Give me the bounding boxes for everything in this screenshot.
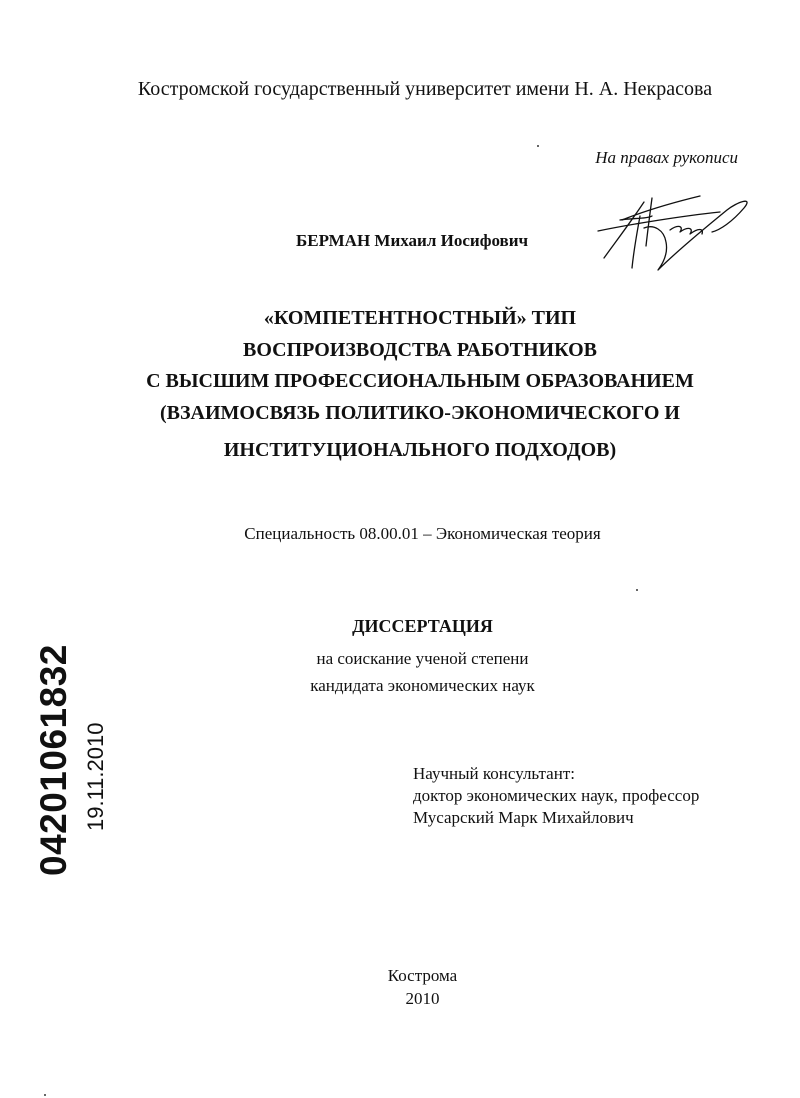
title-line: С ВЫСШИМ ПРОФЕССИОНАЛЬНЫМ ОБРАЗОВАНИЕМ bbox=[146, 370, 694, 392]
scan-speck bbox=[537, 145, 539, 147]
dissertation-title bbox=[0, 303, 800, 467]
title-line: «КОМПЕТЕНТНОСТНЫЙ» ТИП bbox=[263, 307, 577, 329]
author-name: БЕРМАН Михаил Иосифович bbox=[296, 231, 529, 250]
title-line: ВОСПРОИЗВОДСТВА РАБОТНИКОВ bbox=[243, 338, 597, 361]
year: 2010 bbox=[405, 989, 440, 1008]
advisor-title: доктор экономических наук, профессор bbox=[413, 786, 700, 805]
title-line: ИНСТИТУЦИОНАЛЬНОГО ПОДХОДОВ) bbox=[223, 439, 617, 461]
university-name: Костромской государственный университет имени Н. А. Некрасова bbox=[137, 78, 713, 100]
advisor-label: Научный консультант: bbox=[413, 764, 575, 783]
scan-speck bbox=[44, 1094, 46, 1096]
stamp-number: 04201061832 bbox=[33, 644, 74, 876]
specialty: Специальность 08.00.01 – Экономическая теория bbox=[244, 524, 601, 543]
author-signature bbox=[592, 188, 757, 273]
degree-description bbox=[0, 645, 800, 699]
scan-speck bbox=[636, 589, 638, 591]
title-line: (ВЗАИМОСВЯЗЬ ПОЛИТИКО-ЭКОНОМИЧЕСКОГО И bbox=[160, 401, 680, 424]
scientific-advisor bbox=[413, 763, 699, 829]
rights-note: На правах рукописи bbox=[595, 148, 738, 167]
document-type: ДИССЕРТАЦИЯ bbox=[352, 616, 493, 636]
degree-line: кандидата экономических наук bbox=[310, 676, 535, 695]
place-and-year bbox=[0, 964, 800, 1010]
stamp-date: 19.11.2010 bbox=[83, 722, 108, 832]
advisor-name: Мусарский Марк Михайлович bbox=[413, 808, 634, 827]
city: Кострома bbox=[387, 966, 458, 985]
degree-line: на соискание ученой степени bbox=[316, 649, 529, 668]
